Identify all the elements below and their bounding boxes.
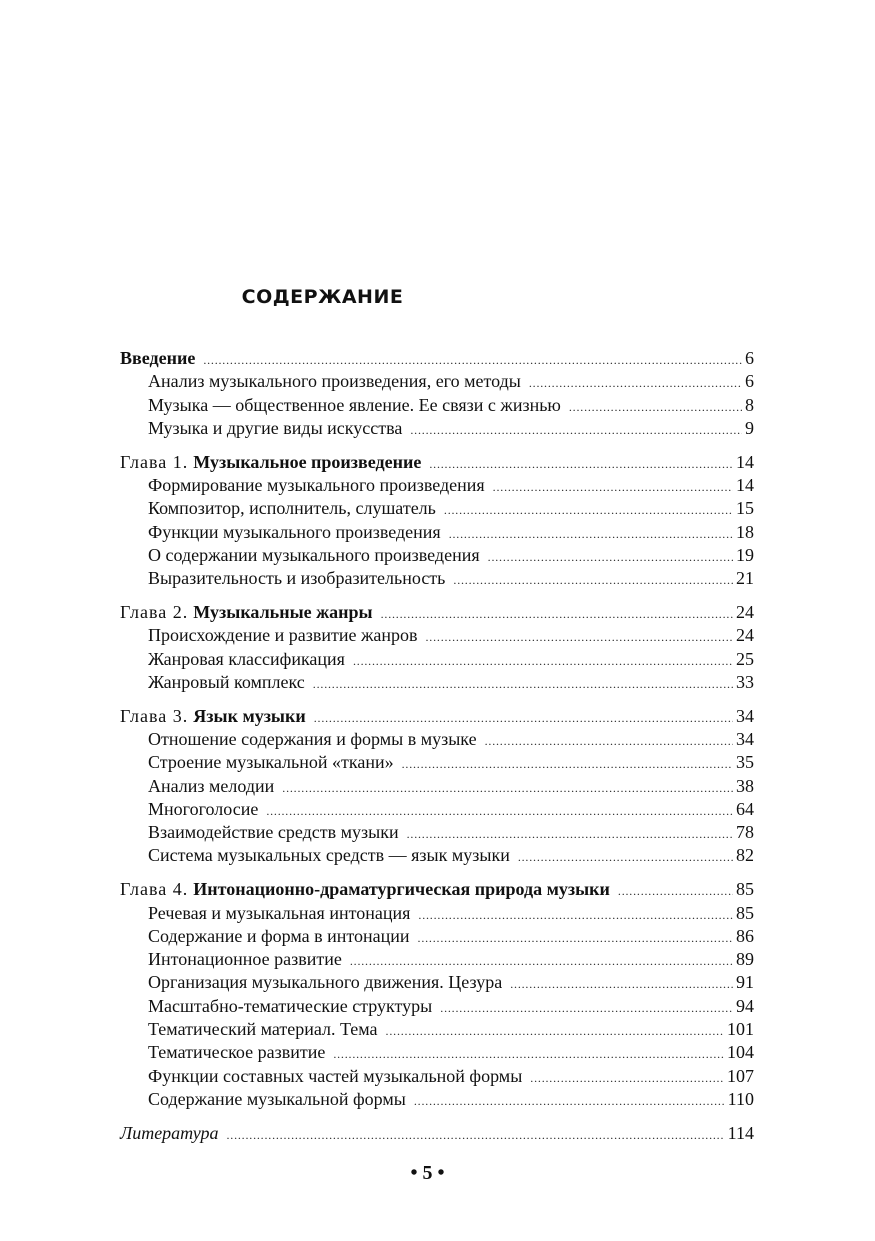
toc-subentry[interactable] [120,926,754,949]
toc-subentry[interactable] [120,545,754,568]
chapter-title: Музыкальное произведение [193,451,422,472]
dot-leader [418,905,733,926]
chapter-title: Интонационно-драматургическая природа музыки [193,879,610,900]
toc-subentry-title: Музыка — общественное явление. Ее связи с жизнью [148,394,561,415]
dot-leader [440,998,733,1019]
toc-subentry[interactable] [120,729,754,752]
toc-entry-intro[interactable] [120,348,754,371]
toc-subentry[interactable] [120,1042,754,1065]
toc-subentry[interactable] [120,845,754,868]
dot-leader [485,731,733,752]
toc-subentry-title: Отношение содержания и формы в музыке [148,728,477,749]
toc-entry-page: 114 [727,1122,754,1143]
toc-section-chapter-4 [120,879,754,1112]
chapter-title: Музыкальные жанры [193,601,373,622]
page-title: СОДЕРЖАНИЕ [241,286,404,308]
dot-leader [453,570,733,591]
dot-leader [313,674,733,695]
dot-leader [333,1044,724,1065]
toc-entry-page: 6 [745,348,754,368]
toc-subentry-title: Композитор, исполнитель, слушатель [148,498,436,519]
toc-subentry-page: 25 [736,648,754,669]
toc-subentry[interactable] [120,498,754,521]
toc-subentry-title: Речевая и музыкальная интонация [148,902,411,923]
toc-subentry[interactable] [120,649,754,672]
toc-subentry-title: Тематический материал. Тема [148,1019,378,1040]
toc-subentry-page: 78 [736,822,754,843]
dot-leader [488,547,733,568]
toc-entry-title: Введение [120,348,196,368]
toc-subentry-page: 21 [736,568,754,589]
toc-section-literature [120,1123,754,1146]
dot-leader [418,928,733,949]
toc-subentry-page: 6 [745,371,754,392]
toc-subentry-page: 85 [736,902,754,923]
toc-subentry-page: 19 [736,544,754,565]
dot-leader [266,801,733,822]
toc-subentry-page: 104 [727,1042,754,1063]
toc-section-chapter-3 [120,706,754,869]
toc-subentry[interactable] [120,522,754,545]
toc-subentry[interactable] [120,625,754,648]
dot-leader [314,708,733,729]
toc-subentry[interactable] [120,776,754,799]
toc-subentry-page: 34 [736,728,754,749]
toc-subentry-page: 91 [736,972,754,993]
toc-entry-chapter-1[interactable] [120,452,754,475]
dot-leader [444,500,733,521]
toc-subentry[interactable] [120,371,754,394]
toc-subentry-page: 94 [736,995,754,1016]
toc-subentry[interactable] [120,1089,754,1112]
toc-subentry-page: 101 [727,1019,754,1040]
table-of-contents [120,348,754,1157]
toc-subentry-title: Многоголосие [148,798,259,819]
dot-leader [203,350,742,371]
toc-subentry-title: Система музыкальных средств — язык музыки [148,845,510,866]
toc-subentry-page: 24 [736,625,754,646]
chapter-label: Глава 4. [120,879,189,900]
dot-leader [530,1068,724,1089]
dot-leader [410,420,742,441]
toc-subentry-title: Функции составных частей музыкальной формы [148,1065,523,1086]
toc-subentry-page: 15 [736,498,754,519]
dot-leader [402,754,733,775]
toc-subentry[interactable] [120,1066,754,1089]
dot-leader [226,1125,724,1146]
toc-subentry-page: 18 [736,521,754,542]
toc-subentry-page: 35 [736,752,754,773]
toc-subentry-title: Масштабно-тематические структуры [148,995,433,1016]
toc-subentry-page: 64 [736,798,754,819]
dot-leader [381,604,733,625]
toc-subentry-title: Анализ мелодии [148,775,275,796]
dot-leader [429,454,733,475]
toc-subentry-title: Организация музыкального движения. Цезура [148,972,503,993]
toc-entry-literature[interactable] [120,1123,754,1146]
toc-subentry[interactable] [120,752,754,775]
toc-subentry-page: 14 [736,474,754,495]
dot-leader [493,477,733,498]
dot-leader [350,951,733,972]
chapter-label: Глава 2. [120,601,189,622]
toc-subentry[interactable] [120,568,754,591]
toc-subentry-title: Тематическое развитие [148,1042,326,1063]
dot-leader [518,847,733,868]
toc-entry-chapter-2[interactable] [120,602,754,625]
toc-subentry-title: Музыка и другие виды искусства [148,417,403,438]
toc-entry-page: 34 [736,705,754,726]
toc-subentry-title: Жанровый комплекс [148,671,305,692]
toc-subentry-title: Содержание и форма в интонации [148,925,410,946]
dot-leader [407,824,733,845]
toc-subentry-title: Функции музыкального произведения [148,521,441,542]
toc-subentry-title: Интонационное развитие [148,949,342,970]
toc-subentry-title: Происхождение и развитие жанров [148,625,418,646]
dot-leader [618,881,733,902]
toc-entry-chapter-4[interactable] [120,879,754,902]
toc-subentry[interactable] [120,395,754,418]
toc-subentry-page: 38 [736,775,754,796]
toc-subentry[interactable] [120,799,754,822]
toc-subentry-title: Содержание музыкальной формы [148,1088,406,1109]
toc-subentry[interactable] [120,972,754,995]
toc-subentry-page: 107 [727,1065,754,1086]
dot-leader [569,397,742,418]
toc-subentry[interactable] [120,996,754,1019]
dot-leader [426,627,734,648]
chapter-label: Глава 1. [120,451,189,472]
toc-subentry-title: Взаимодействие средств музыки [148,822,399,843]
toc-subentry[interactable] [120,903,754,926]
toc-subentry-title: Строение музыкальной «ткани» [148,752,394,773]
toc-entry-chapter-3[interactable] [120,706,754,729]
chapter-title: Язык музыки [193,705,306,726]
toc-entry-page: 24 [736,601,754,622]
toc-entry-page: 85 [736,879,754,900]
toc-subentry-title: Формирование музыкального произведения [148,474,485,495]
dot-leader [510,974,733,995]
toc-entry-page: 14 [736,451,754,472]
toc-entry-title: Литература [120,1122,219,1143]
toc-subentry-page: 33 [736,671,754,692]
toc-subentry[interactable] [120,418,754,441]
toc-subentry[interactable] [120,672,754,695]
dot-leader [449,524,733,545]
dot-leader [386,1021,724,1042]
toc-subentry-page: 82 [736,845,754,866]
toc-subentry-title: О содержании музыкального произведения [148,544,480,565]
toc-subentry-page: 89 [736,949,754,970]
chapter-label: Глава 3. [120,705,189,726]
toc-subentry-title: Анализ музыкального произведения, его методы [148,371,521,392]
toc-section-intro [120,348,754,441]
dot-leader [282,778,733,799]
toc-section-chapter-1 [120,452,754,592]
dot-leader [529,373,742,394]
toc-subentry-title: Жанровая классификация [148,648,345,669]
toc-section-chapter-2 [120,602,754,695]
toc-subentry-page: 86 [736,925,754,946]
toc-subentry[interactable] [120,475,754,498]
toc-subentry[interactable] [120,822,754,845]
toc-subentry[interactable] [120,1019,754,1042]
toc-subentry-page: 110 [727,1088,754,1109]
toc-subentry-page: 8 [745,394,754,415]
toc-subentry-title: Выразительность и изобразительность [148,568,446,589]
page-number: • 5 • [410,1162,445,1184]
toc-subentry[interactable] [120,949,754,972]
dot-leader [414,1091,725,1112]
dot-leader [353,651,733,672]
toc-subentry-page: 9 [745,417,754,438]
